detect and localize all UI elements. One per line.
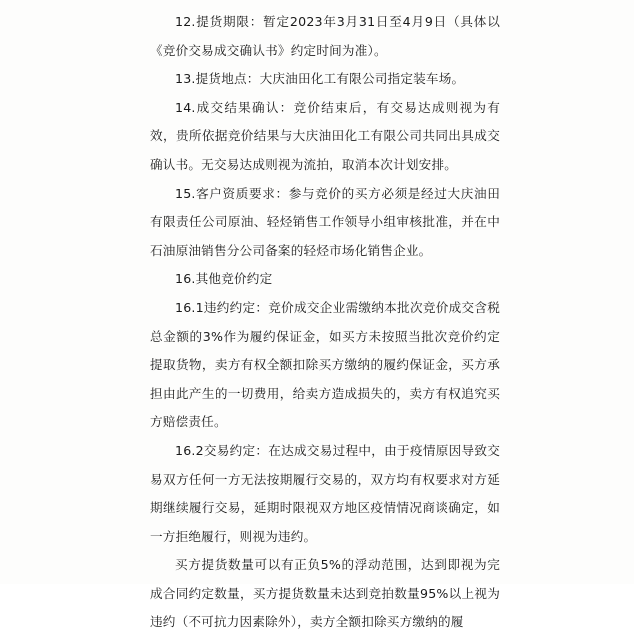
clause-15-customer-qualification: 15.客户资质要求：参与竞价的买方必须是经过大庆油田有限责任公司原油、轻烃销售工作领导小组审核批准，并在中石油原油销售分公司备案的轻烃市场化销售企业。 — [150, 185, 500, 258]
pickup-quantity-paragraph: 买方提货数量可以有正负5%的浮动范围，达到即视为完成合同约定数量，买方提货数量未达到竞拍数量95%以上视为违约（不可抗力因素除外），卖方全额扣除买方缴纳的履 — [150, 557, 500, 630]
clause-12-delivery-period: 12.提货期限：暂定2023年3月31日至4月9日（具体以《竞价交易成交确认书》约定时间为准）。 — [150, 14, 500, 58]
clause-16-1-default-agreement: 16.1违约约定：竞价成交企业需缴纳本批次竞价成交含税总金额的3%作为履约保证金，如买方未按照当批次竞价约定提取货物，卖方有权全额扣除买方缴纳的履约保证金，买方承担由此产生的一切费用，给卖方造成损失的，卖方有权追究买方赔偿责任。 — [150, 299, 500, 430]
clause-13-delivery-location: 13.提货地点：大庆油田化工有限公司指定装车场。 — [175, 71, 465, 87]
clause-14-result-confirmation: 14.成交结果确认：竞价结束后，有交易达成则视为有效，贵所依据竞价结果与大庆油田化工有限公司共同出具成交确认书。无交易达成则视为流拍，取消本次计划安排。 — [150, 99, 500, 172]
clause-16-other-agreements-heading: 16.其他竞价约定 — [175, 271, 273, 287]
document-body — [150, 8, 500, 637]
clause-16-2-transaction-agreement: 16.2交易约定：在达成交易过程中，由于疫情原因导致交易双方任何一方无法按期履行交易的，双方均有权要求对方延期继续履行交易，延期时限视双方地区疫情情况商谈确定，如一方拒绝履行，则视为违约。 — [150, 442, 500, 544]
